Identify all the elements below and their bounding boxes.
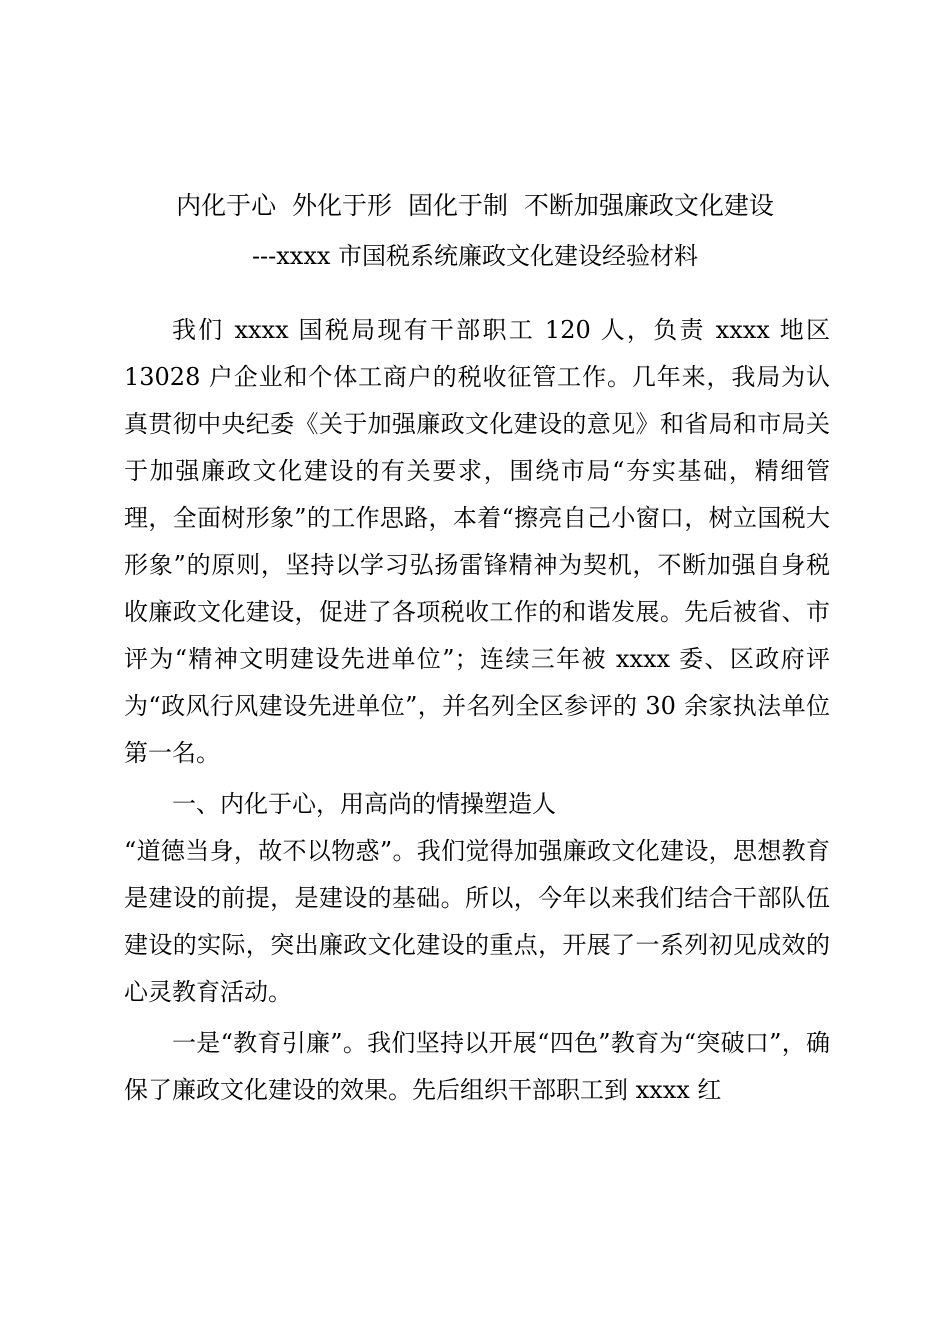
document-body — [124, 307, 830, 1114]
paragraph-intro: 我们 xxxx 国税局现有干部职工 120 人，负责 xxxx 地区 13028 户企业和个体工商户的税收征管工作。几年来，我局为认真贯彻中央纪委《关于加强廉政文化建设的意见》和省局和市局关于加强廉政文化建设的有关要求，围绕市局“夯实基础，精细管理，全面树形象”的工作思路，本着“擦亮自己小窗口，树立国税大形象”的原则，坚持以学习弘扬雷锋精神为契机，不断加强自身税收廉政文化建设，促进了各项税收工作的和谐发展。先后被省、市评为“精神文明建设先进单位”；连续三年被 xxxx 委、区政府评为“政风行风建设先进单位”，并名列全区参评的 30 余家执法单位第一名。 — [124, 316, 830, 767]
paragraph-education: 一是“教育引廉”。我们坚持以开展“四色”教育为“突破口”，确保了廉政文化建设的效果。先后组织干部职工到 xxxx 红 — [124, 1029, 830, 1104]
document-subtitle: ---xxxx 市国税系统廉政文化建设经验材料 — [251, 242, 699, 270]
section-heading-1: 一、内化于心，用高尚的情操塑造人 — [172, 790, 556, 818]
document-title: 内化于心 外化于形 固化于制 不断加强廉政文化建设 — [176, 191, 774, 220]
paragraph-section-1: “道德当身，故不以物惑”。我们觉得加强廉政文化建设，思想教育是建设的前提，是建设的基础。所以，今年以来我们结合干部队伍建设的实际，突出廉政文化建设的重点，开展了一系列初见成效的心灵教育活动。 — [124, 837, 830, 1006]
